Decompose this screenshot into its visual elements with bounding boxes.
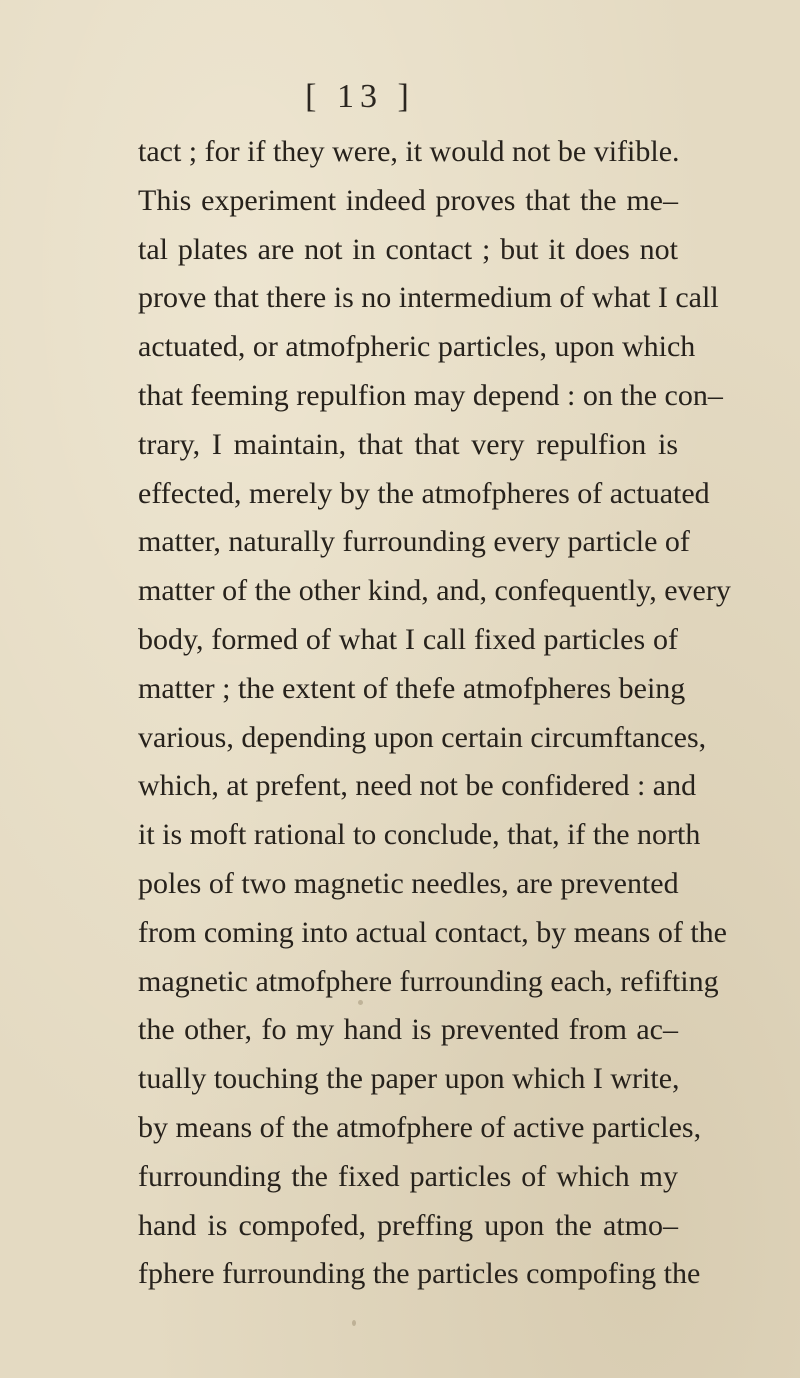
paper-speck — [352, 1320, 356, 1326]
paper-speck — [570, 692, 576, 696]
body-text — [138, 128, 731, 1299]
text-line: body, formed of what I call fixed particles of — [138, 622, 678, 656]
text-line: tually touching the paper upon which I write, — [138, 1062, 680, 1096]
text-line: that feeming repulfion may depend : on the con– — [138, 378, 723, 412]
text-line: which, at prefent, need not be confidered : and — [138, 769, 697, 803]
text-line: from coming into actual contact, by means of the — [138, 915, 727, 949]
text-line: poles of two magnetic needles, are prevented — [138, 866, 679, 900]
text-line: furrounding the fixed particles of which my — [138, 1159, 678, 1193]
text-line: prove that there is no intermedium of what I call — [138, 281, 719, 315]
text-line: trary, I maintain, that that very repulfion is — [138, 427, 678, 461]
text-line: it is moft rational to conclude, that, if the north — [138, 818, 701, 852]
paper-speck — [358, 1000, 363, 1005]
text-line: matter ; the extent of thefe atmofpheres being — [138, 671, 686, 705]
text-line: the other, fo my hand is prevented from ac– — [138, 1013, 678, 1047]
text-line: tal plates are not in contact ; but it does not — [138, 232, 678, 266]
text-line: magnetic atmofphere furrounding each, refifting — [138, 964, 719, 998]
text-line: fphere furrounding the particles compofing the — [138, 1257, 701, 1291]
text-line: effected, merely by the atmofpheres of actuated — [138, 476, 710, 510]
text-line: by means of the atmofphere of active particles, — [138, 1110, 702, 1144]
text-line: matter of the other kind, and, confequently, every — [138, 574, 731, 608]
text-line: actuated, or atmofpheric particles, upon which — [138, 330, 696, 364]
text-line: hand is compofed, preffing upon the atmo– — [138, 1208, 678, 1242]
text-line: matter, naturally furrounding every particle of — [138, 525, 690, 559]
text-line: This experiment indeed proves that the me– — [138, 183, 678, 217]
text-line: various, depending upon certain circumftances, — [138, 720, 707, 754]
page-number: [ 13 ] — [305, 78, 415, 115]
text-line: tact ; for if they were, it would not be vifible. — [138, 135, 680, 168]
